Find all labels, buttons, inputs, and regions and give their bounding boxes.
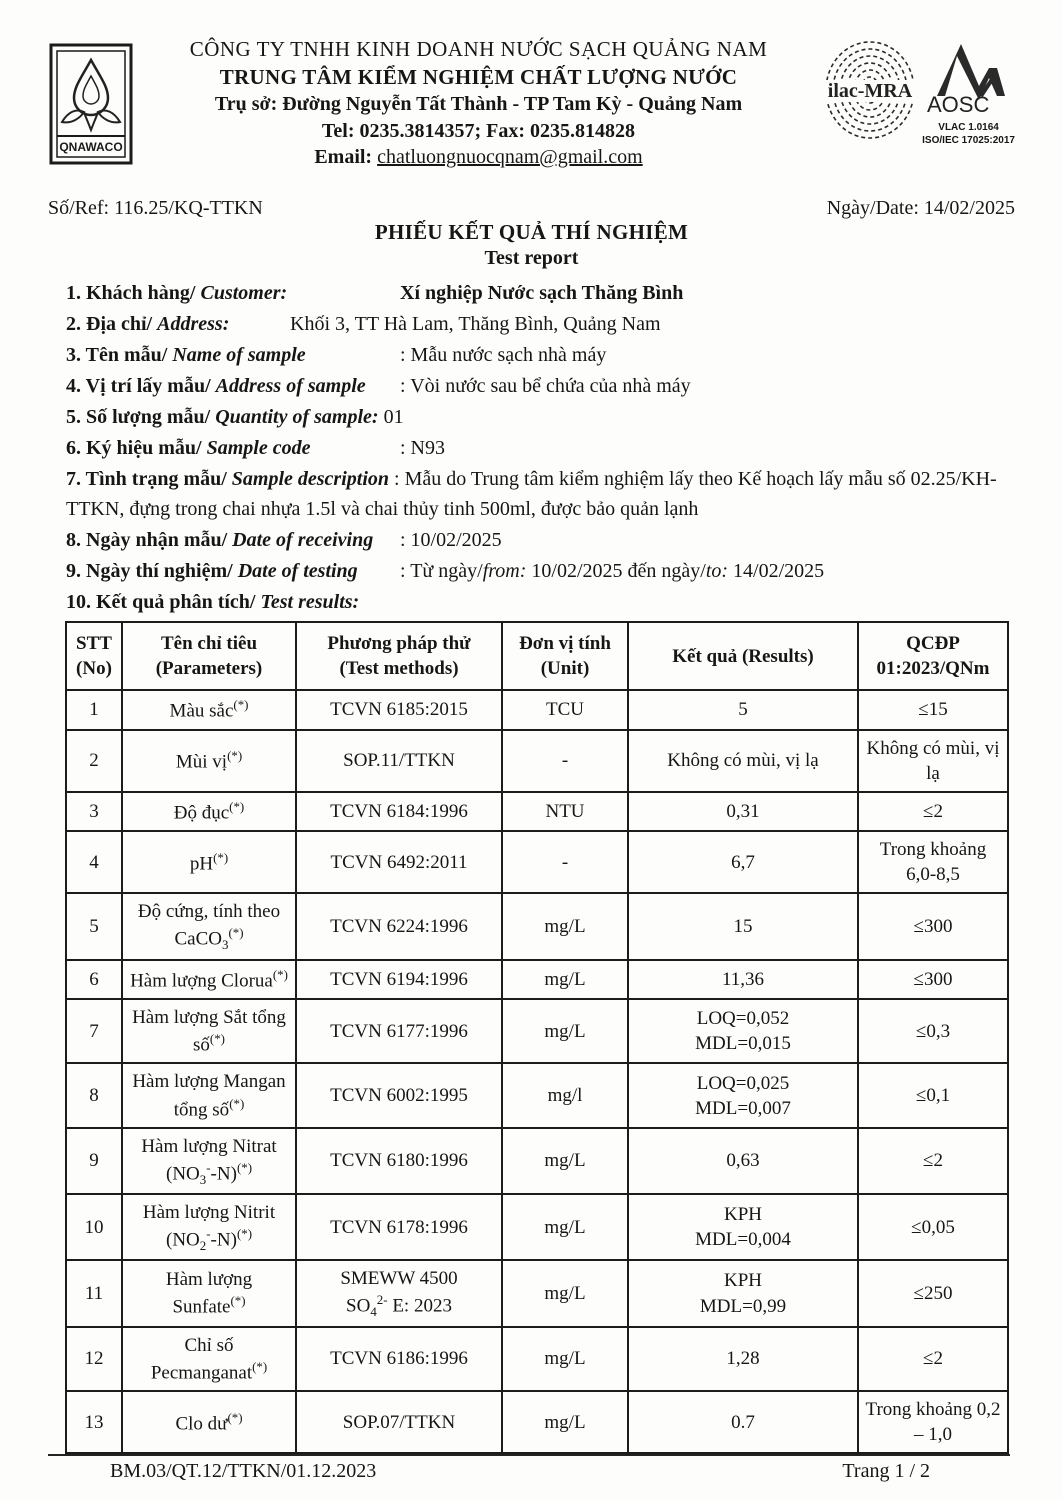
- sample-address-value: : Vòi nước sau bể chứa của nhà máy: [400, 375, 691, 397]
- cell-result: KPH MDL=0,004: [628, 1194, 858, 1260]
- cell-result: 0.7: [628, 1391, 858, 1453]
- cell-no: 5: [66, 893, 122, 959]
- letterhead-text: [140, 30, 817, 171]
- cell-limit: ≤0,1: [858, 1063, 1008, 1127]
- qnawaco-logo: [48, 30, 140, 171]
- cell-result: 0,63: [628, 1128, 858, 1194]
- cell-parameter: Hàm lượng Nitrat $(NO_3^--N)^{(*)}$: [122, 1128, 296, 1194]
- cell-no: 4: [66, 831, 122, 893]
- info-item-address: 2. Địa chỉ/ Address: Khối 3, TT Hà Lam, Thăng Bình, Quảng Nam: [66, 313, 661, 335]
- customer-value: Xí nghiệp Nước sạch Thăng Bình: [400, 282, 684, 304]
- cell-parameter: pH(*): [122, 831, 296, 893]
- form-code: BM.03/QT.12/TTKN/01.12.2023: [110, 1460, 377, 1483]
- cell-method: TCVN 6177:1996: [296, 999, 502, 1063]
- cell-limit: ≤15: [858, 690, 1008, 729]
- cell-parameter: Mùi vị(*): [122, 730, 296, 792]
- table-row: [66, 792, 1008, 831]
- table-row: [66, 1391, 1008, 1453]
- table-row: [66, 1194, 1008, 1260]
- company-name: CÔNG TY TNHH KINH DOANH NƯỚC SẠCH QUẢNG NAM: [189, 37, 768, 61]
- col-header-stt: STT (No): [66, 622, 122, 690]
- table-row: [66, 960, 1008, 999]
- page-title: PHIẾU KẾT QUẢ THÍ NGHIỆM: [374, 220, 689, 244]
- cell-no: 1: [66, 690, 122, 729]
- info-item-sample-name: 3. Tên mẫu/ Name of sample : Mẫu nước sạch nhà máy: [66, 344, 607, 366]
- table-row: [66, 730, 1008, 792]
- sample-code-value: : N93: [400, 437, 445, 459]
- cell-unit: mg/L: [502, 893, 628, 959]
- date-testing-value: : Từ ngày/from: 10/02/2025 đến ngày/to: 14/02/2025: [400, 560, 825, 582]
- cell-unit: mg/L: [502, 1128, 628, 1194]
- cell-no: 7: [66, 999, 122, 1063]
- cell-unit: mg/L: [502, 1391, 628, 1453]
- col-header-parameter: Tên chỉ tiêu (Parameters): [122, 622, 296, 690]
- document-ref: Số/Ref: 116.25/KQ-TTKN: [48, 197, 263, 219]
- cell-method: TCVN 6492:2011: [296, 831, 502, 893]
- vlac-number: VLAC 1.0164: [938, 122, 999, 133]
- col-header-limit: QCĐP 01:2023/QNm: [858, 622, 1008, 690]
- cell-parameter: Hàm lượng Sắt tổng số(*): [122, 999, 296, 1063]
- info-item-customer: 1. Khách hàng/ Customer: Xí nghiệp Nước sạch Thăng Bình: [66, 282, 684, 304]
- cell-method: TCVN 6002:1995: [296, 1063, 502, 1127]
- cell-no: 12: [66, 1327, 122, 1391]
- svg-text:AOSC: AOSC: [926, 92, 989, 116]
- cell-no: 11: [66, 1260, 122, 1326]
- cell-result: 1,28: [628, 1327, 858, 1391]
- cell-parameter: Chỉ số Pecmanganat(*): [122, 1327, 296, 1391]
- cell-parameter: Hàm lượng Mangan tổng số(*): [122, 1063, 296, 1127]
- page-number: Trang 1 / 2: [842, 1460, 930, 1483]
- cell-no: 2: [66, 730, 122, 792]
- ilac-mra-badge: [822, 38, 918, 151]
- table-row: [66, 1128, 1008, 1194]
- cell-unit: NTU: [502, 792, 628, 831]
- cell-unit: mg/L: [502, 1260, 628, 1326]
- info-item-test-results: 10. Kết quả phân tích/ Test results:: [66, 591, 360, 613]
- cell-parameter: Clo dư(*): [122, 1391, 296, 1453]
- cell-parameter: Hàm lượng Nitrit $(NO_2^--N)^{(*)}$: [122, 1194, 296, 1260]
- cell-parameter: Độ cứng, tính theo CaCO$_3$(*): [122, 893, 296, 959]
- email-label: Email:: [314, 146, 373, 169]
- col-header-result: Kết quả (Results): [628, 622, 858, 690]
- email-line: [140, 144, 817, 170]
- address-value: Khối 3, TT Hà Lam, Thăng Bình, Quảng Nam: [290, 313, 661, 335]
- cell-result: 5: [628, 690, 858, 729]
- cell-result: LOQ=0,052 MDL=0,015: [628, 999, 858, 1063]
- cell-method: TCVN 6186:1996: [296, 1327, 502, 1391]
- cell-result: 11,36: [628, 960, 858, 999]
- svg-text:QNAWACO: QNAWACO: [59, 140, 123, 154]
- table-header-row: [66, 622, 1008, 690]
- cell-unit: mg/L: [502, 1327, 628, 1391]
- cell-no: 9: [66, 1128, 122, 1194]
- date-receiving-value: : 10/02/2025: [400, 529, 502, 551]
- cell-limit: ≤300: [858, 960, 1008, 999]
- table-row: [66, 1063, 1008, 1127]
- cell-method: TCVN 6180:1996: [296, 1128, 502, 1194]
- table-row: [66, 690, 1008, 729]
- cell-result: KPH MDL=0,99: [628, 1260, 858, 1326]
- table-row: [66, 999, 1008, 1063]
- email-link[interactable]: chatluongnuocqnam@gmail.com: [377, 146, 643, 169]
- head-office-address: Trụ sở: Đường Nguyễn Tất Thành - TP Tam Kỳ - Quảng Nam: [214, 93, 743, 116]
- table-row: [66, 1327, 1008, 1391]
- cell-parameter: Hàm lượng Clorua(*): [122, 960, 296, 999]
- table-row: [66, 1260, 1008, 1326]
- cell-limit: ≤250: [858, 1260, 1008, 1326]
- cell-method: TCVN 6224:1996: [296, 893, 502, 959]
- cell-result: 0,31: [628, 792, 858, 831]
- cell-limit: Không có mùi, vị lạ: [858, 730, 1008, 792]
- results-table: [65, 621, 1009, 1454]
- cell-method: TCVN 6194:1996: [296, 960, 502, 999]
- info-item-sample-address: 4. Vị trí lấy mẫu/ Address of sample : Vòi nước sau bể chứa của nhà máy: [66, 375, 691, 397]
- cell-unit: -: [502, 831, 628, 893]
- page-title-en: Test report: [484, 247, 579, 269]
- info-item-date-receiving: 8. Ngày nhận mẫu/ Date of receiving : 10/02/2025: [66, 529, 502, 551]
- cell-limit: ≤2: [858, 1128, 1008, 1194]
- aosc-badge: [922, 38, 1015, 151]
- cell-parameter: Độ đục(*): [122, 792, 296, 831]
- svg-text:ilac-MRA: ilac-MRA: [827, 80, 913, 102]
- cell-method: TCVN 6178:1996: [296, 1194, 502, 1260]
- iso-standard: ISO/IEC 17025:2017: [922, 135, 1015, 146]
- table-row: [66, 831, 1008, 893]
- cell-result: Không có mùi, vị lạ: [628, 730, 858, 792]
- cell-unit: mg/L: [502, 960, 628, 999]
- cell-no: 8: [66, 1063, 122, 1127]
- document-date: Ngày/Date: 14/02/2025: [826, 197, 1015, 219]
- cell-method: SMEWW 4500 $SO_4^{2-}$ E: 2023: [296, 1260, 502, 1326]
- cell-result: 15: [628, 893, 858, 959]
- cell-no: 13: [66, 1391, 122, 1453]
- cell-unit: TCU: [502, 690, 628, 729]
- tel-fax: Tel: 0235.3814357; Fax: 0235.814828: [321, 119, 636, 142]
- cell-method: SOP.11/TTKN: [296, 730, 502, 792]
- cell-method: TCVN 6184:1996: [296, 792, 502, 831]
- cell-limit: ≤0,05: [858, 1194, 1008, 1260]
- cell-limit: ≤2: [858, 1327, 1008, 1391]
- cell-no: 3: [66, 792, 122, 831]
- accreditation-badges: [817, 30, 1015, 151]
- sample-info-list: [66, 278, 1015, 617]
- cell-limit: ≤2: [858, 792, 1008, 831]
- info-item-date-testing: 9. Ngày thí nghiệm/ Date of testing : Từ ngày/from: 10/02/2025 đến ngày/to: 14/02/2025: [66, 560, 825, 582]
- info-item-quantity: 5. Số lượng mẫu/ Quantity of sample: 01: [66, 406, 404, 428]
- cell-limit: ≤300: [858, 893, 1008, 959]
- cell-no: 6: [66, 960, 122, 999]
- center-name: TRUNG TÂM KIỂM NGHIỆM CHẤT LƯỢNG NƯỚC: [219, 64, 738, 89]
- cell-method: TCVN 6185:2015: [296, 690, 502, 729]
- cell-unit: mg/l: [502, 1063, 628, 1127]
- quantity-value: 01: [383, 406, 404, 428]
- cell-limit: ≤0,3: [858, 999, 1008, 1063]
- table-row: [66, 893, 1008, 959]
- cell-unit: -: [502, 730, 628, 792]
- sample-name-value: : Mẫu nước sạch nhà máy: [400, 344, 607, 366]
- cell-result: 6,7: [628, 831, 858, 893]
- cell-parameter: Hàm lượng Sunfate(*): [122, 1260, 296, 1326]
- info-item-sample-code: 6. Ký hiệu mẫu/ Sample code : N93: [66, 437, 445, 459]
- cell-parameter: Màu sắc(*): [122, 690, 296, 729]
- cell-result: LOQ=0,025 MDL=0,007: [628, 1063, 858, 1127]
- cell-no: 10: [66, 1194, 122, 1260]
- ilac-mra-icon: [822, 38, 918, 146]
- info-item-sample-description: 7. Tình trạng mẫu/ Sample description : Mẫu do Trung tâm kiểm nghiệm lấy theo Kế hoạch lấy mẫu số 02.25/KH-TTKN, đựng trong chai nhựa 1.5l và chai thủy tinh 500ml, được bảo quản lạnh: [66, 468, 997, 520]
- cell-limit: Trong khoảng 0,2 – 1,0: [858, 1391, 1008, 1453]
- cell-unit: mg/L: [502, 1194, 628, 1260]
- col-header-unit: Đơn vị tính (Unit): [502, 622, 628, 690]
- cell-method: SOP.07/TTKN: [296, 1391, 502, 1453]
- letterhead: [48, 30, 1015, 171]
- cell-unit: mg/L: [502, 999, 628, 1063]
- qnawaco-logo-icon: [48, 42, 134, 166]
- sample-description-value: : Mẫu do Trung tâm kiểm nghiệm lấy theo Kế hoạch lấy mẫu số 02.25/KH-TTKN, đựng trong chai nhựa 1.5l và chai thủy tinh 500ml, được bảo quản lạnh: [66, 468, 997, 520]
- col-header-method: Phương pháp thử (Test methods): [296, 622, 502, 690]
- cell-limit: Trong khoảng 6,0-8,5: [858, 831, 1008, 893]
- ref-date-line: [48, 197, 1015, 220]
- page-footer: [48, 1456, 1015, 1483]
- aosc-icon: [923, 38, 1015, 116]
